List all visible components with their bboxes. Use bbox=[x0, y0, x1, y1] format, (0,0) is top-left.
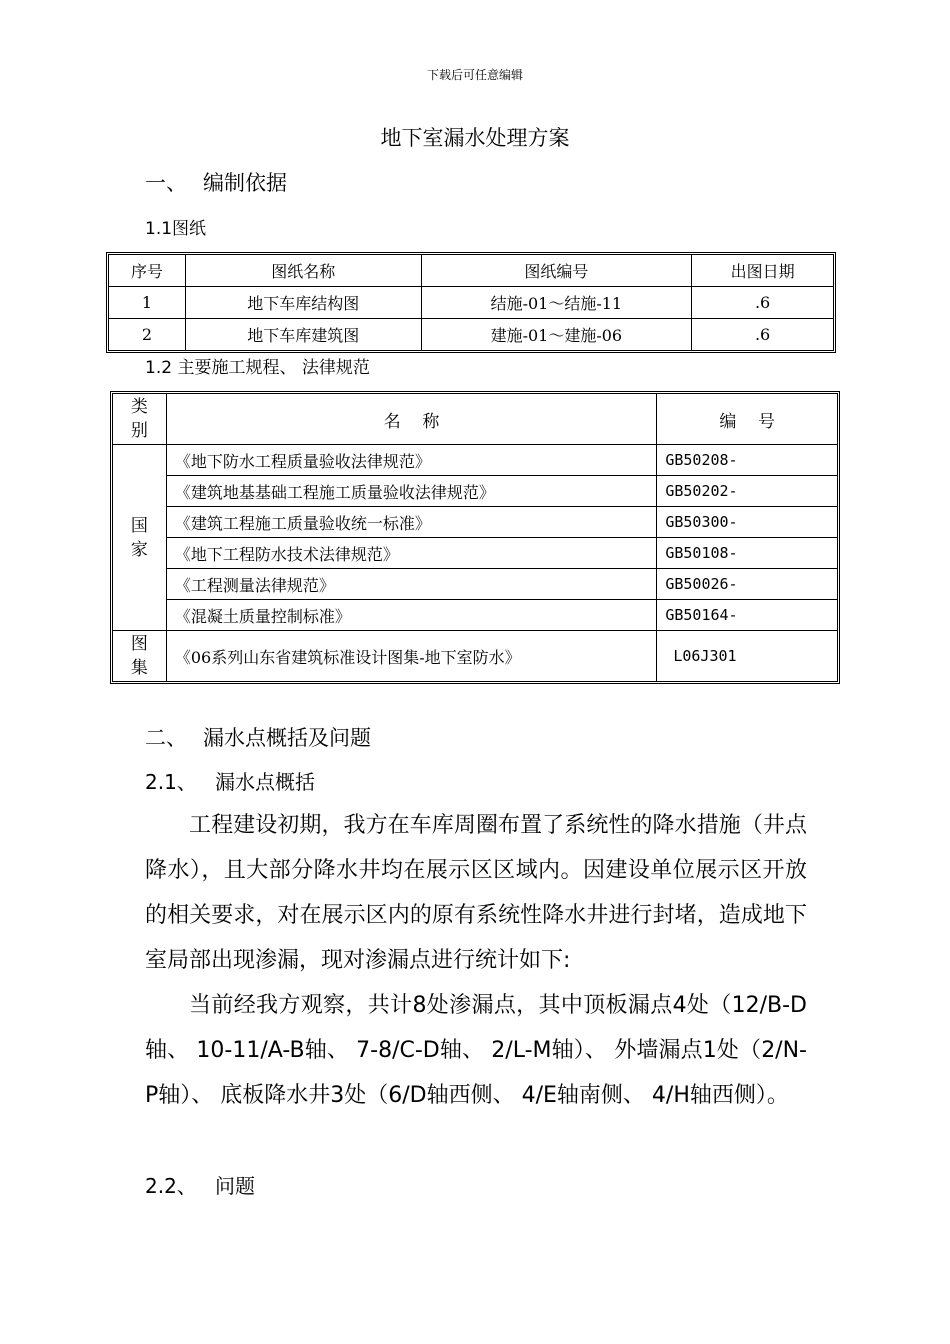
section-1-number: 一、 bbox=[145, 171, 187, 195]
table-cell: 建施-01～建施-06 bbox=[421, 319, 692, 351]
code-number: GB50208- bbox=[657, 445, 838, 476]
subsection-2-2-title: 问题 bbox=[215, 1174, 255, 1198]
section-2-title: 漏水点概括及问题 bbox=[203, 726, 371, 750]
table-row bbox=[113, 476, 838, 507]
table-header-row bbox=[109, 255, 834, 287]
table-row bbox=[113, 569, 838, 600]
category-header: 类 别 bbox=[113, 394, 167, 445]
code-number: GB50108- bbox=[657, 538, 838, 569]
code-number: GB50300- bbox=[657, 507, 838, 538]
code-number: GB50164- bbox=[657, 600, 838, 631]
leak-overview-text bbox=[145, 803, 807, 1118]
section-2-number: 二、 bbox=[145, 726, 187, 750]
table-row bbox=[109, 287, 834, 319]
subsection-2-2-heading bbox=[145, 1170, 255, 1199]
table-cell: 地下车库建筑图 bbox=[185, 319, 421, 351]
table-row bbox=[113, 507, 838, 538]
code-name: 《地下工程防水技术法律规范》 bbox=[166, 538, 656, 569]
section-2-heading bbox=[145, 722, 371, 752]
table-cell: 地下车库结构图 bbox=[185, 287, 421, 319]
subsection-1-2-heading: 1.2 主要施工规程、 法律规范 bbox=[145, 358, 370, 378]
code-name: 《06系列山东省建筑标准设计图集-地下室防水》 bbox=[166, 631, 656, 682]
code-name: 《建筑工程施工质量验收统一标准》 bbox=[166, 507, 656, 538]
table-row bbox=[113, 538, 838, 569]
subsection-2-1-title: 漏水点概括 bbox=[215, 770, 315, 794]
code-number: GB50026- bbox=[657, 569, 838, 600]
document-title: 地下室漏水处理方案 bbox=[380, 126, 570, 150]
table-cell: 1 bbox=[109, 287, 186, 319]
code-name: 《混凝土质量控制标准》 bbox=[166, 600, 656, 631]
category-national: 国 家 bbox=[113, 445, 167, 631]
table-row bbox=[113, 631, 838, 682]
table-cell: .6 bbox=[692, 287, 834, 319]
table-cell: .6 bbox=[692, 319, 834, 351]
table-cell: 结施-01～结施-11 bbox=[421, 287, 692, 319]
codes-table bbox=[112, 393, 838, 682]
subsection-1-1-heading: 1.1图纸 bbox=[145, 219, 207, 239]
code-header: 编 号 bbox=[657, 394, 838, 445]
table-row bbox=[109, 319, 834, 351]
code-name: 《地下防水工程质量验收法律规范》 bbox=[166, 445, 656, 476]
subsection-2-2-number: 2.2、 bbox=[145, 1174, 197, 1198]
code-name: 《建筑地基基础工程施工质量验收法律规范》 bbox=[166, 476, 656, 507]
name-header: 名 称 bbox=[166, 394, 656, 445]
column-header: 序号 bbox=[109, 255, 186, 287]
subsection-2-1-heading bbox=[145, 766, 315, 795]
subsection-2-1-number: 2.1、 bbox=[145, 770, 197, 794]
table-row bbox=[113, 600, 838, 631]
drawings-table bbox=[108, 254, 834, 351]
paragraph: 当前经我方观察，共计8处渗漏点，其中顶板漏点4处（12/B-D轴、 10-11/A-B轴、 7-8/C-D轴、 2/L-M轴）、 外墙漏点1处（2/N-P轴）、 底板降水井3处（6/D轴西侧、 4/E轴南侧、 4/H轴西侧）。 bbox=[145, 993, 807, 1108]
category-atlas: 图 集 bbox=[113, 631, 167, 682]
code-number: GB50202- bbox=[657, 476, 838, 507]
table-row bbox=[113, 445, 838, 476]
code-number: L06J301 bbox=[657, 631, 838, 682]
code-name: 《工程测量法律规范》 bbox=[166, 569, 656, 600]
column-header: 图纸名称 bbox=[185, 255, 421, 287]
column-header: 出图日期 bbox=[692, 255, 834, 287]
section-1-title: 编制依据 bbox=[203, 171, 287, 195]
paragraph: 工程建设初期，我方在车库周圈布置了系统性的降水措施（井点降水），且大部分降水井均在展示区区域内。因建设单位展示区开放的相关要求，对在展示区内的原有系统性降水井进行封堵，造成地下室局部出现渗漏，现对渗漏点进行统计如下: bbox=[145, 813, 807, 973]
column-header: 图纸编号 bbox=[421, 255, 692, 287]
table-cell: 2 bbox=[109, 319, 186, 351]
table-header-row bbox=[113, 394, 838, 445]
header-note: 下载后可任意编辑 bbox=[426, 68, 523, 82]
section-1-heading bbox=[145, 167, 287, 197]
